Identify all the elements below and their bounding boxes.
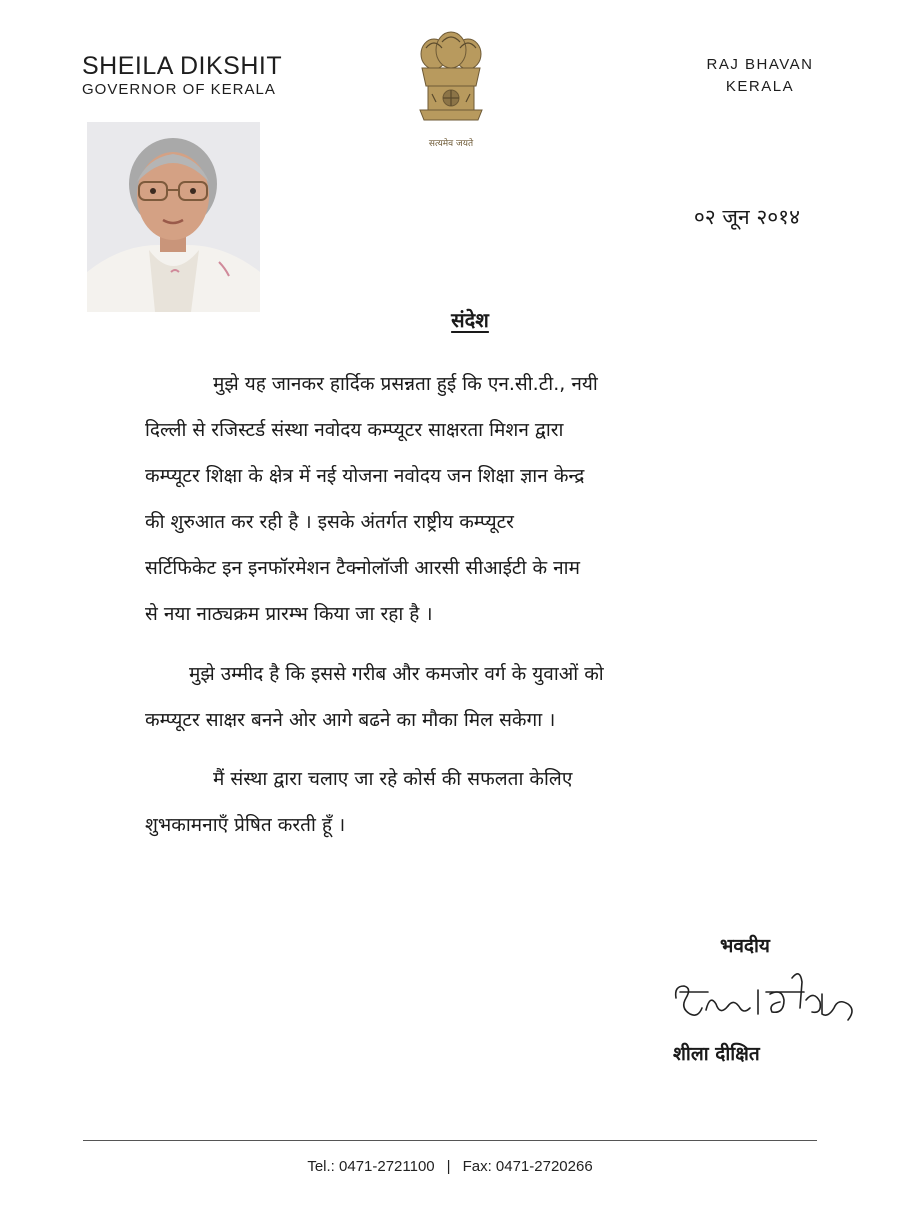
paragraph-line: कम्प्यूटर शिक्षा के क्षेत्र में नई योजना नवोदय जन शिक्षा ज्ञान केन्द्र — [145, 465, 585, 487]
emblem-motto: सत्यमेव जयते — [428, 139, 474, 149]
paragraph-line: दिल्ली से रजिस्टर्ड संस्था नवोदय कम्प्यूटर साक्षरता मिशन द्वारा — [145, 419, 564, 441]
governor-portrait — [87, 122, 260, 312]
paragraph-line: कम्प्यूटर साक्षर बनने ओर आगे बढने का मौका मिल सकेगा । — [145, 709, 556, 731]
footer-divider — [83, 1140, 817, 1141]
closing-salutation: भवदीय — [720, 935, 770, 957]
paragraph-line: मैं संस्था द्वारा चलाए जा रहे कोर्स की सफलता केलिए — [213, 768, 573, 790]
office-address — [690, 54, 830, 98]
footer-telephone: Tel.: 0471-2721100 — [307, 1158, 435, 1175]
paragraph-line: शुभकामनाएँ प्रेषित करती हूँ । — [145, 814, 346, 836]
letter-date: ०२ जून २०१४ — [693, 205, 800, 229]
sender-name: SHEILA DIKSHIT — [82, 52, 283, 80]
paragraph-line: मुझे यह जानकर हार्दिक प्रसन्नता हुई कि एन.सी.टी., नयी — [213, 373, 598, 395]
paragraph-line: सर्टिफिकेट इन इनफॉरमेशन टैक्नोलॉजी आरसी सीआईटी के नाम — [145, 557, 580, 579]
national-emblem-icon — [412, 28, 490, 150]
footer-fax: Fax: 0471-2720266 — [462, 1158, 593, 1175]
message-paragraph-3 — [145, 756, 810, 848]
signatory-name: शीला दीक्षित — [673, 1043, 760, 1065]
message-paragraph-2 — [145, 651, 810, 743]
handwritten-signature — [672, 964, 862, 1034]
paragraph-line: मुझे उम्मीद है कि इससे गरीब और कमजोर वर्ग के युवाओं को — [189, 663, 604, 685]
letter-subject: संदेश — [451, 308, 489, 332]
sender-title: GOVERNOR OF KERALA — [82, 81, 276, 98]
paragraph-line: की शुरुआत कर रही है । इसके अंतर्गत राष्ट्रीय कम्प्यूटर — [145, 511, 514, 533]
office-line-1: RAJ BHAVAN — [706, 56, 814, 73]
paragraph-line: से नया नाठ्यक्रम प्रारम्भ किया जा रहा है । — [145, 603, 433, 625]
footer-contact — [0, 1158, 900, 1175]
message-paragraph-1 — [145, 361, 810, 637]
office-line-2: KERALA — [725, 78, 795, 95]
footer-separator: | — [446, 1158, 451, 1175]
